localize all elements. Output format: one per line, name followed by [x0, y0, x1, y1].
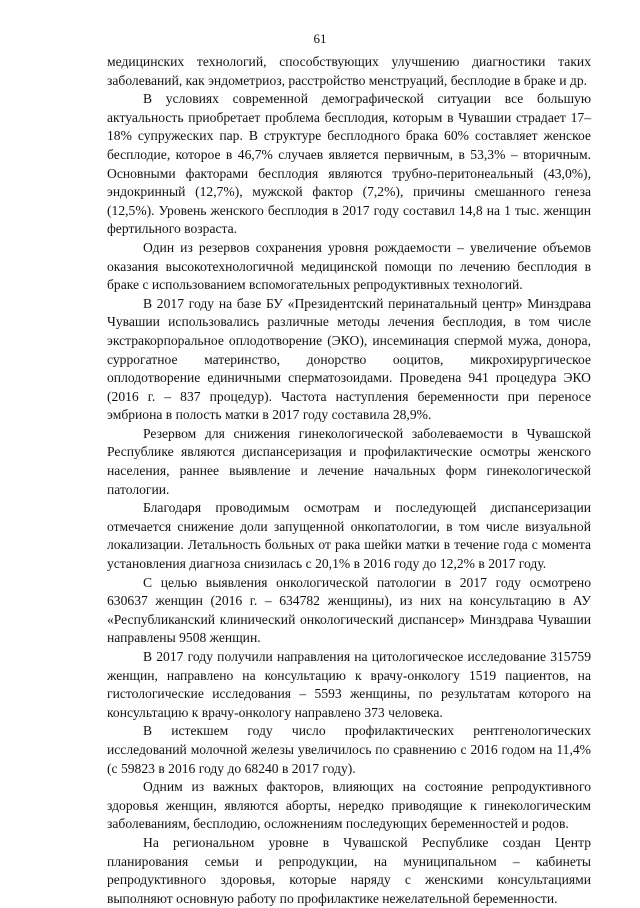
- paragraph-perinatal-center: В 2017 году на базе БУ «Президентский перинатальный центр» Минздрава Чувашии использовались различные методы лечения бесплодия, в том числе экстракорпоральное оплодотворение (ЭКО), инсеминация спермой мужа, донора, суррогатное материнство, донорство ооцитов, микрохирургическое оплодотворение единичными сперматозоидами. Проведена 941 процедура ЭКО (2016 г. – 837 процедур). Частота наступления беременности при переносе эмбриона в полость матки в 2017 году составила 28,9%.: [107, 295, 591, 423]
- paragraph-continuation: медицинских технологий, способствующих улучшению диагностики таких заболеваний, как эндометриоз, расстройство менструаций, бесплодие в браке и др.: [107, 54, 591, 88]
- paragraph-birth-rate-reserves: Один из резервов сохранения уровня рождаемости – увеличение объемов оказания высокотехнологичной медицинской помощи по лечению бесплодия в браке с использованием вспомогательных репродуктивных технологий.: [107, 239, 591, 293]
- paragraph-mammography: В истекшем году число профилактических рентгенологических исследований молочной железы увеличилось по сравнению с 2016 годом на 11,4% (с 59823 в 2016 году до 68240 в 2017 году).: [107, 723, 591, 776]
- paragraph-oncology-screening: С целью выявления онкологической патологии в 2017 году осмотрено 630637 женщин (2016 г. – 634782 женщины), из них на консультацию в АУ «Республиканский клинический онкологический диспансер» Минздрава Чувашии направлены 9508 женщин.: [107, 574, 591, 646]
- body-text: [107, 53, 591, 908]
- paragraph-cytology: В 2017 году получили направления на цитологическое исследование 315759 женщин, направлено на консультацию к врачу-онкологу 1519 пациентов, на гистологические исследования – 5593 женщины, по результатам которого на консультацию к врачу-онкологу направлено 373 человека.: [107, 649, 591, 720]
- paragraph-abortions: Одним из важных факторов, влияющих на состояние репродуктивного здоровья женщин, являются аборты, нередко приводящие к гинекологическим заболеваниям, бесплодию, осложнениям последующих беременностей и родов.: [107, 779, 591, 832]
- page-number: 61: [313, 31, 327, 46]
- paragraph-family-planning: На региональном уровне в Чувашской Республике создан Центр планирования семьи и репродукции, на муниципальном – кабинеты репродуктивного здоровья, которые наряду с женскими консультациями выполняют основную работу по профилактике нежелательной беременности.: [107, 834, 591, 906]
- paragraph-infertility: В условиях современной демографической ситуации все большую актуальность приобретает проблема бесплодия, которым в Чувашии страдает 17–18% супружеских пар. В структуре бесплодного брака 60% составляет женское бесплодие, которое в 46,7% случаев является первичным, в 53,3% – вторичным. Основными факторами бесплодия являются трубно-перитонеальный (43,0%), эндокринный (12,7%), мужской фактор (7,2%), причины смешанного генеза (12,5%). Уровень женского бесплодия в 2017 году составил 14,8 на 1 тыс. женщин фертильного возраста.: [107, 91, 591, 237]
- paragraph-gynecological-morbidity: Резервом для снижения гинекологической заболеваемости в Чувашской Республике являются диспансеризация и профилактические осмотры женского населения, раннее выявление и лечение начальных форм гинекологической патологии.: [107, 425, 591, 497]
- paragraph-oncopathology: Благодаря проводимым осмотрам и последующей диспансеризации отмечается снижение доли запущенной онкопатологии, в том числе визуальной локализации. Летальность больных от рака шейки матки в течение года с момента установления диагноза снизилась с 20,1% в 2016 году до 12,2% в 2017 году.: [107, 500, 591, 572]
